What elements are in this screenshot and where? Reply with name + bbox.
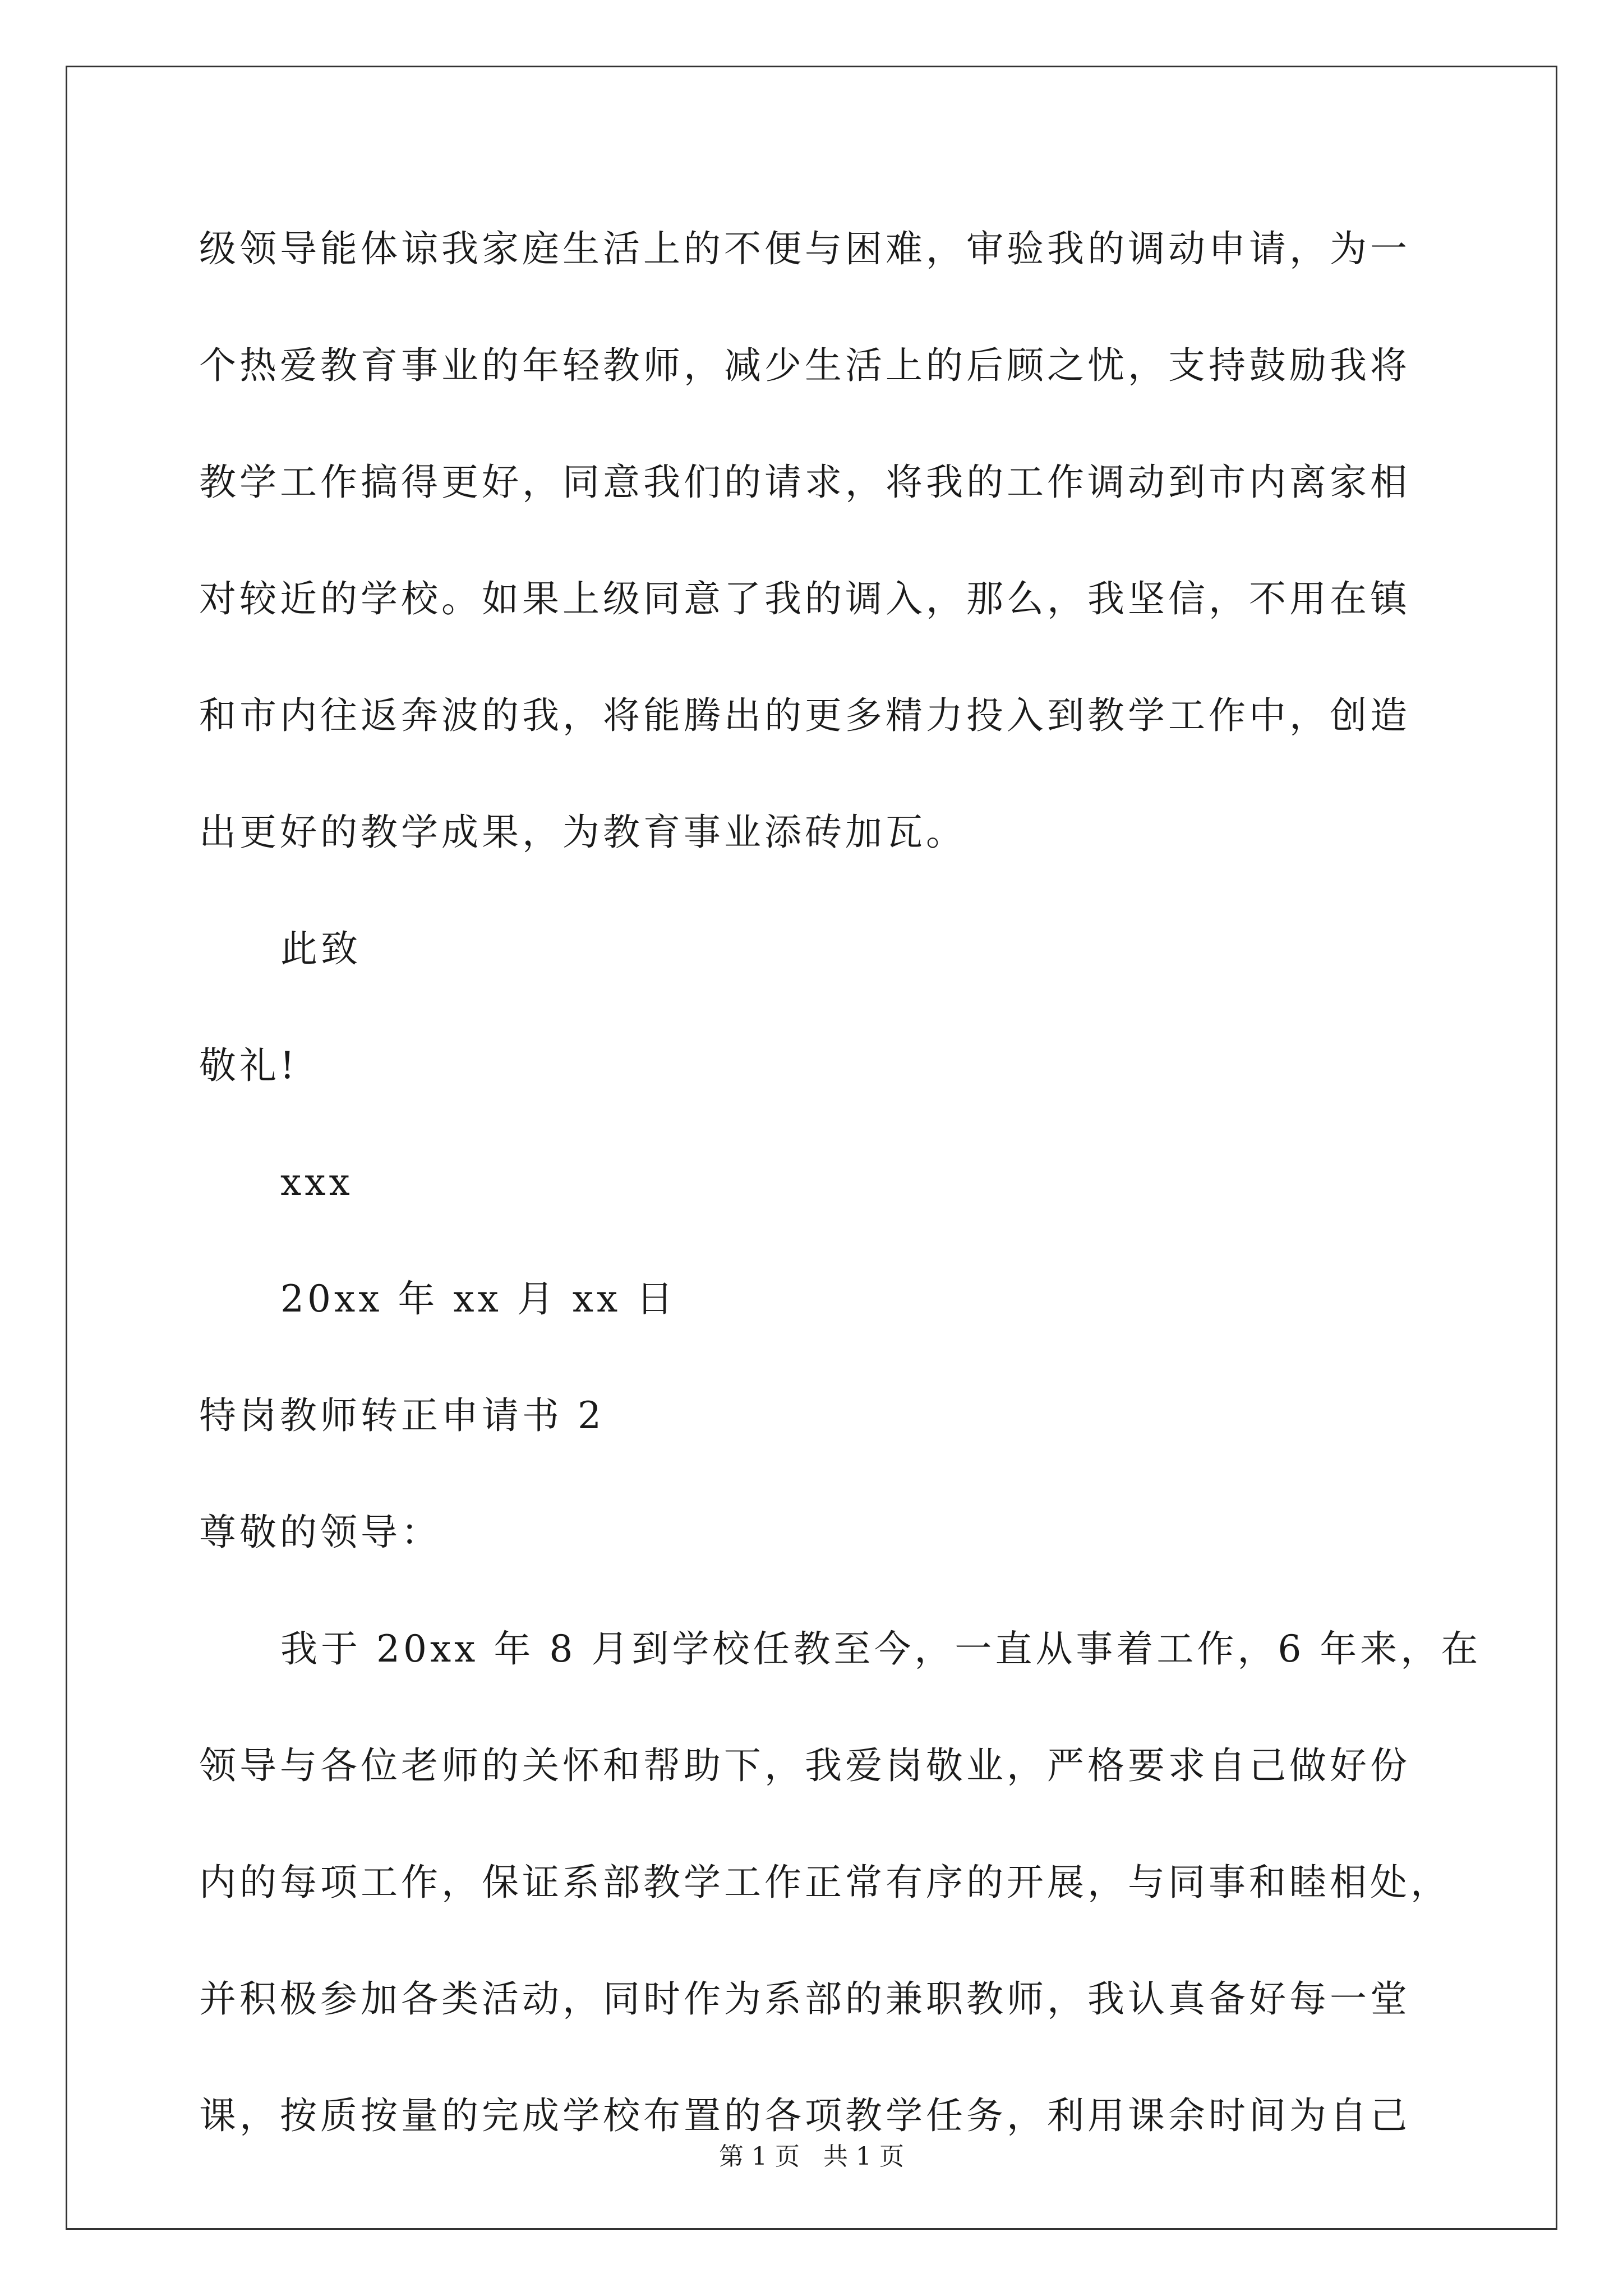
text-line: 级领导能体谅我家庭生活上的不便与困难，审验我的调动申请，为一 [199, 227, 1410, 270]
text-line: 对较近的学校。如果上级同意了我的调入，那么，我坚信，不用在镇 [199, 577, 1410, 620]
text-line: 并积极参加各类活动，同时作为系部的兼职教师，我认真备好每一堂 [199, 1977, 1410, 2021]
text-line: 领导与各位老师的关怀和帮助下，我爱岗敬业，严格要求自己做好份 [199, 1744, 1410, 1787]
section-title: 特岗教师转正申请书 2 [199, 1394, 605, 1437]
text-line: 出更好的教学成果，为教育事业添砖加瓦。 [199, 811, 966, 854]
document-body [199, 191, 1482, 2174]
text-line: 课，按质按量的完成学校布置的各项教学任务，利用课余时间为自己 [199, 2094, 1410, 2137]
text-line: 我于 20xx 年 8 月到学校任教至今，一直从事着工作，6 年来，在 [280, 1627, 1482, 1671]
text-line: 内的每项工作，保证系部教学工作正常有序的开展，与同事和睦相处， [199, 1861, 1451, 1904]
signature-name: xxx [280, 1161, 353, 1204]
text-line: 教学工作搞得更好，同意我们的请求，将我的工作调动到市内离家相 [199, 461, 1410, 504]
closing-regards: 敬礼! [199, 1044, 298, 1087]
signature-date: 20xx 年 xx 月 xx 日 [280, 1277, 677, 1320]
text-line: 个热爱教育事业的年轻教师，减少生活上的后顾之忧，支持鼓励我将 [199, 344, 1410, 387]
page-footer: 第 1 页 共 1 页 [719, 2142, 904, 2171]
closing-salutation: 此致 [280, 927, 361, 970]
text-line: 和市内往返奔波的我，将能腾出的更多精力投入到教学工作中，创造 [199, 694, 1410, 737]
greeting: 尊敬的领导： [199, 1511, 441, 1554]
